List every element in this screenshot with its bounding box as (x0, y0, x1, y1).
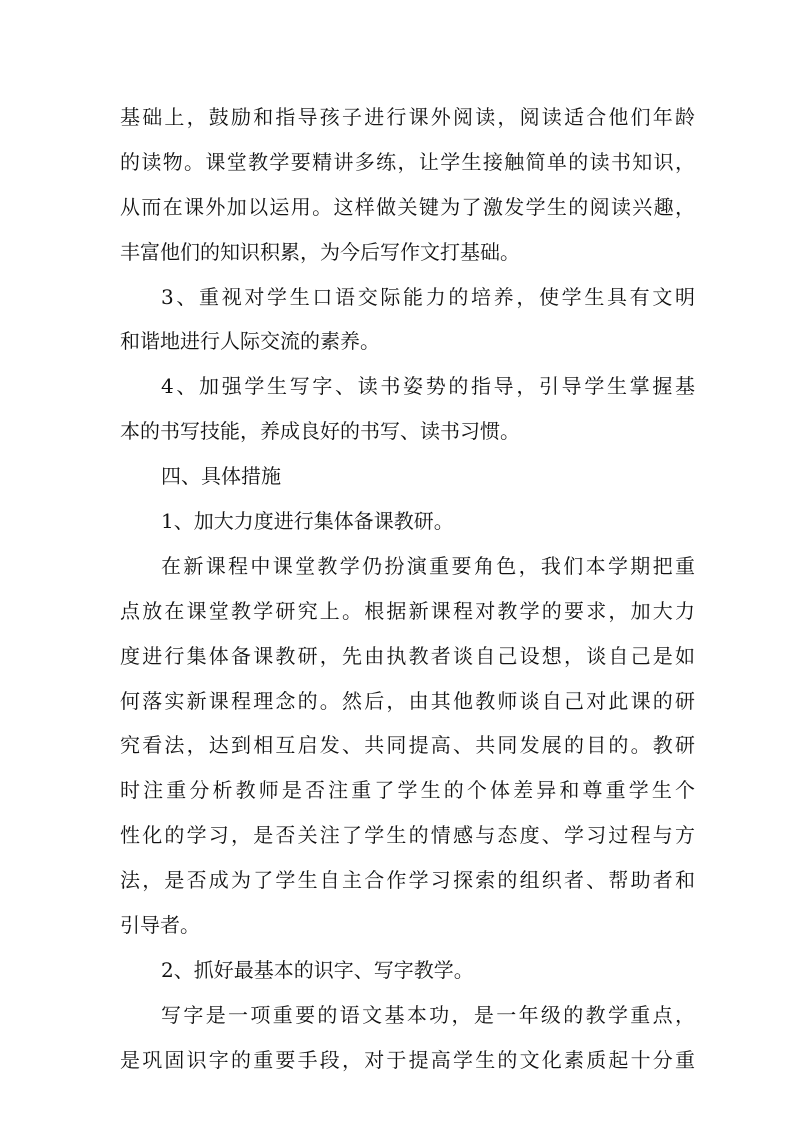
text-line: 在新课程中课堂教学仍扮演重要角色，我们本学期把重 (161, 553, 695, 578)
text-line: 写字是一项重要的语文基本功，是一年级的教学重点， (161, 1002, 695, 1027)
paragraph-measure-2-body (120, 993, 695, 1083)
text-line: 点放在课堂教学研究上。根据新课程对教学的要求，加大力 (120, 598, 695, 623)
text-line: 从而在课外加以运用。这样做关键为了激发学生的阅读兴趣， (120, 194, 695, 219)
subheading-measure-2 (120, 948, 695, 993)
text-line: 法，是否成为了学生自主合作学习探索的组织者、帮助者和 (120, 868, 695, 893)
paragraph-item-4 (120, 364, 695, 454)
section-heading-text: 四、具体措施 (161, 464, 281, 489)
text-line: 度进行集体备课教研，先由执教者谈自己设想，谈自己是如 (120, 643, 695, 668)
text-line: 丰富他们的知识积累，为今后写作文打基础。 (120, 239, 520, 264)
subheading-text: 1、加大力度进行集体备课教研。 (161, 509, 454, 534)
text-line: 本的书写技能，养成良好的书写、读书习惯。 (120, 419, 520, 444)
subheading-measure-1 (120, 499, 695, 544)
text-line: 3、重视对学生口语交际能力的培养，使学生具有文明 (161, 284, 695, 309)
paragraph-measure-1-body (120, 544, 695, 948)
paragraph-item-3 (120, 275, 695, 365)
text-line: 是巩固识字的重要手段，对于提高学生的文化素质起十分重 (120, 1047, 695, 1072)
text-line: 何落实新课程理念的。然后，由其他教师谈自己对此课的研 (120, 688, 695, 713)
text-line: 究看法，达到相互启发、共同提高、共同发展的目的。教研 (120, 733, 695, 758)
text-line: 基础上，鼓励和指导孩子进行课外阅读，阅读适合他们年龄 (120, 105, 695, 129)
text-line: 时注重分析教师是否注重了学生的个体差异和尊重学生个 (120, 778, 695, 803)
text-line: 4、加强学生写字、读书姿势的指导，引导学生掌握基 (161, 374, 695, 399)
section-heading (120, 454, 695, 499)
text-line: 和谐地进行人际交流的素养。 (120, 329, 380, 354)
text-line: 引导者。 (120, 913, 200, 938)
text-line: 性化的学习，是否关注了学生的情感与态度、学习过程与方 (120, 823, 695, 848)
document-body (120, 95, 695, 1083)
text-line: 的读物。课堂教学要精讲多练，让学生接触简单的读书知识， (120, 149, 695, 174)
subheading-text: 2、抓好最基本的识字、写字教学。 (161, 957, 474, 982)
paragraph-reading-continuation (120, 95, 695, 275)
